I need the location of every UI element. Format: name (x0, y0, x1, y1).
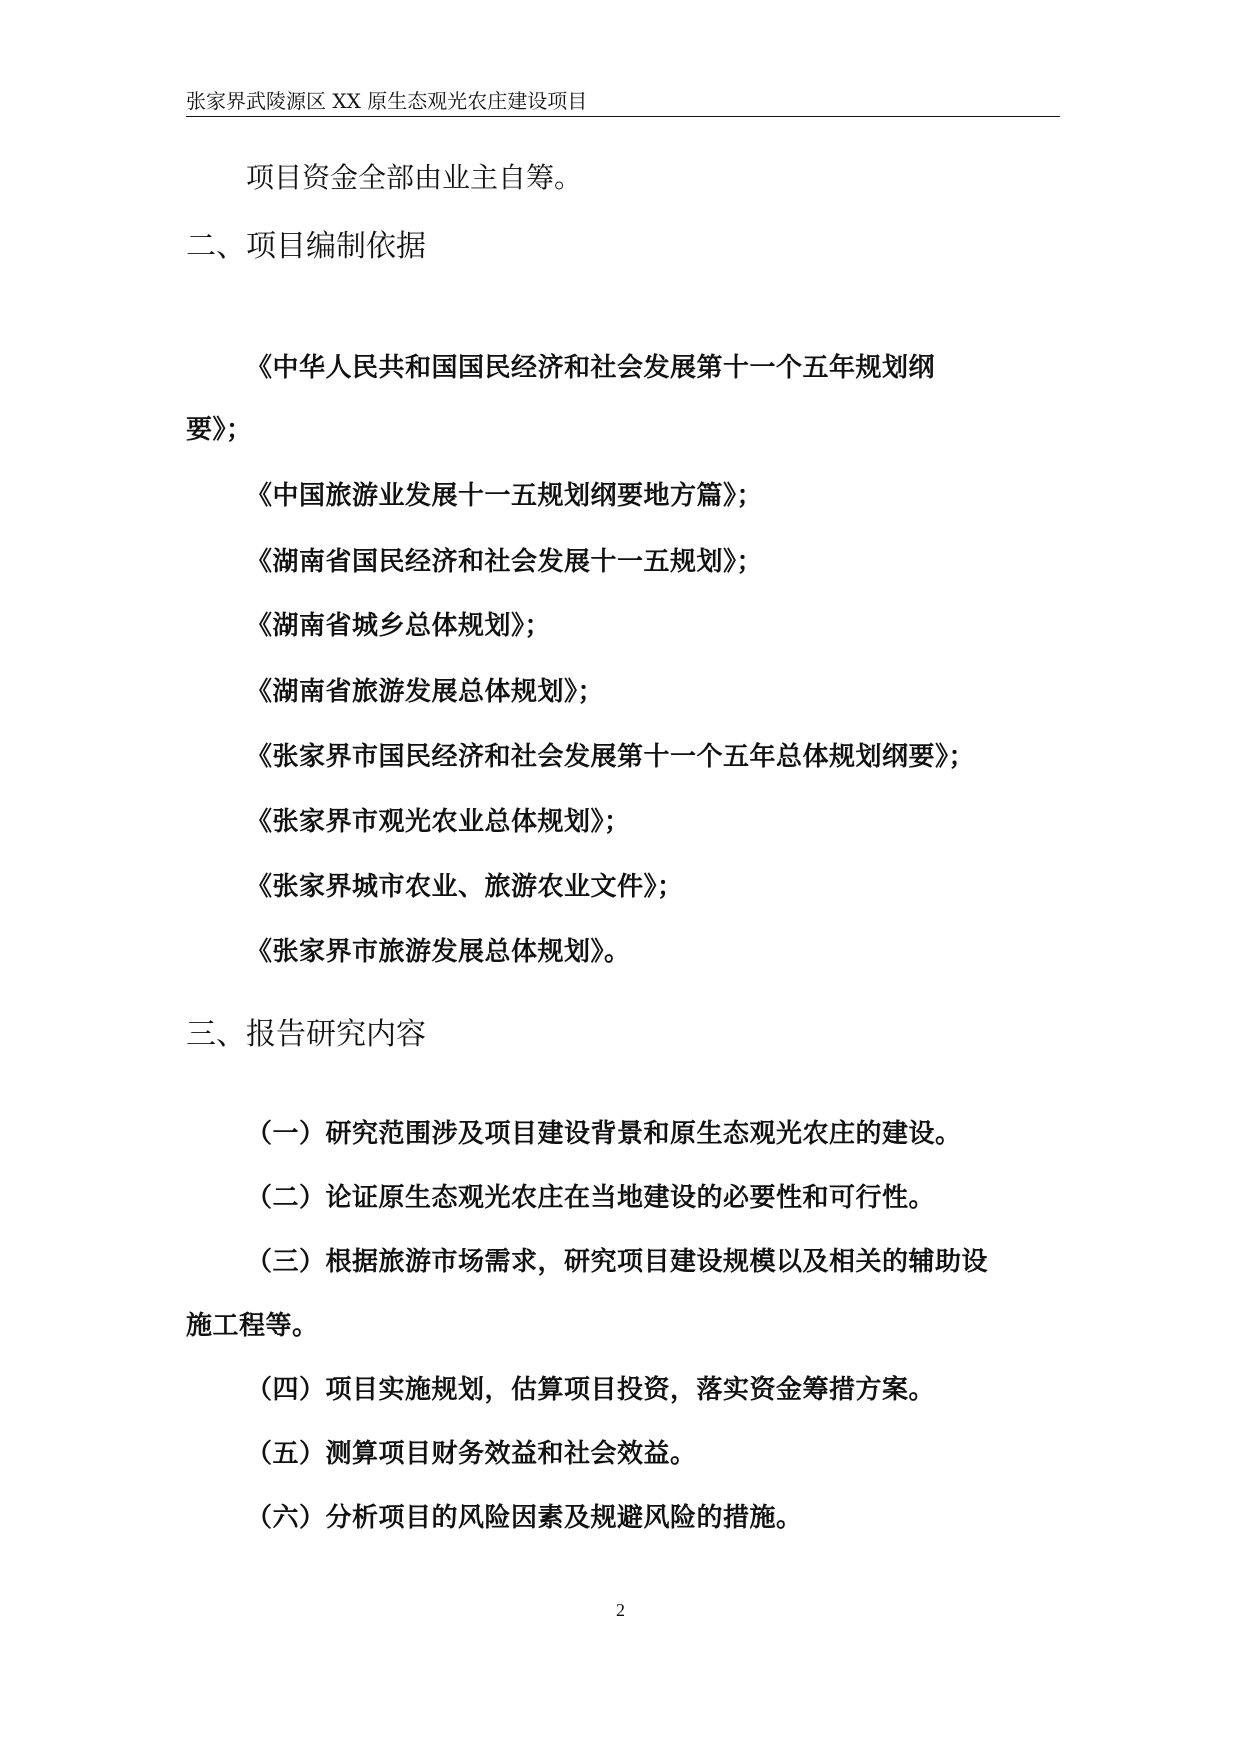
content-item: （一）研究范围涉及项目建设背景和原生态观光农庄的建设。 (246, 1119, 962, 1149)
basis-item: 《张家界市国民经济和社会发展第十一个五年总体规划纲要》； (246, 742, 976, 772)
basis-item: 《张家界市观光农业总体规划》； (246, 807, 631, 837)
content-item: （三）根据旅游市场需求，研究项目建设规模以及相关的辅助设 (246, 1247, 989, 1277)
content-item: （二）论证原生态观光农庄在当地建设的必要性和可行性。 (246, 1183, 936, 1213)
basis-item: 《张家界城市农业、旅游农业文件》； (246, 872, 684, 902)
running-header: 张家界武陵源区 XX 原生态观光农庄建设项目 (186, 89, 588, 113)
funding-sentence: 项目资金全部由业主自筹。 (246, 161, 583, 194)
page-number: 2 (616, 1600, 625, 1620)
basis-item: 《中国旅游业发展十一五规划纲要地方篇》； (246, 481, 764, 511)
content-item: （五）测算项目财务效益和社会效益。 (246, 1439, 697, 1469)
basis-item: 《湖南省城乡总体规划》； (246, 611, 552, 641)
section-2-heading: 二、项目编制依据 (186, 229, 426, 264)
content-item: （六）分析项目的风险因素及规避风险的措施。 (246, 1503, 803, 1533)
basis-item: 要》； (186, 415, 253, 445)
basis-item: 《张家界市旅游发展总体规划》。 (246, 937, 631, 967)
content-item: （四）项目实施规划，估算项目投资，落实资金筹措方案。 (246, 1375, 936, 1405)
basis-item: 《湖南省国民经济和社会发展十一五规划》； (246, 547, 764, 577)
basis-item: 《中华人民共和国国民经济和社会发展第十一个五年规划纲 (246, 353, 936, 383)
basis-item: 《湖南省旅游发展总体规划》； (246, 677, 605, 707)
content-item: 施工程等。 (186, 1311, 319, 1341)
section-3-heading: 三、报告研究内容 (186, 1017, 426, 1052)
header-rule (186, 116, 1060, 117)
